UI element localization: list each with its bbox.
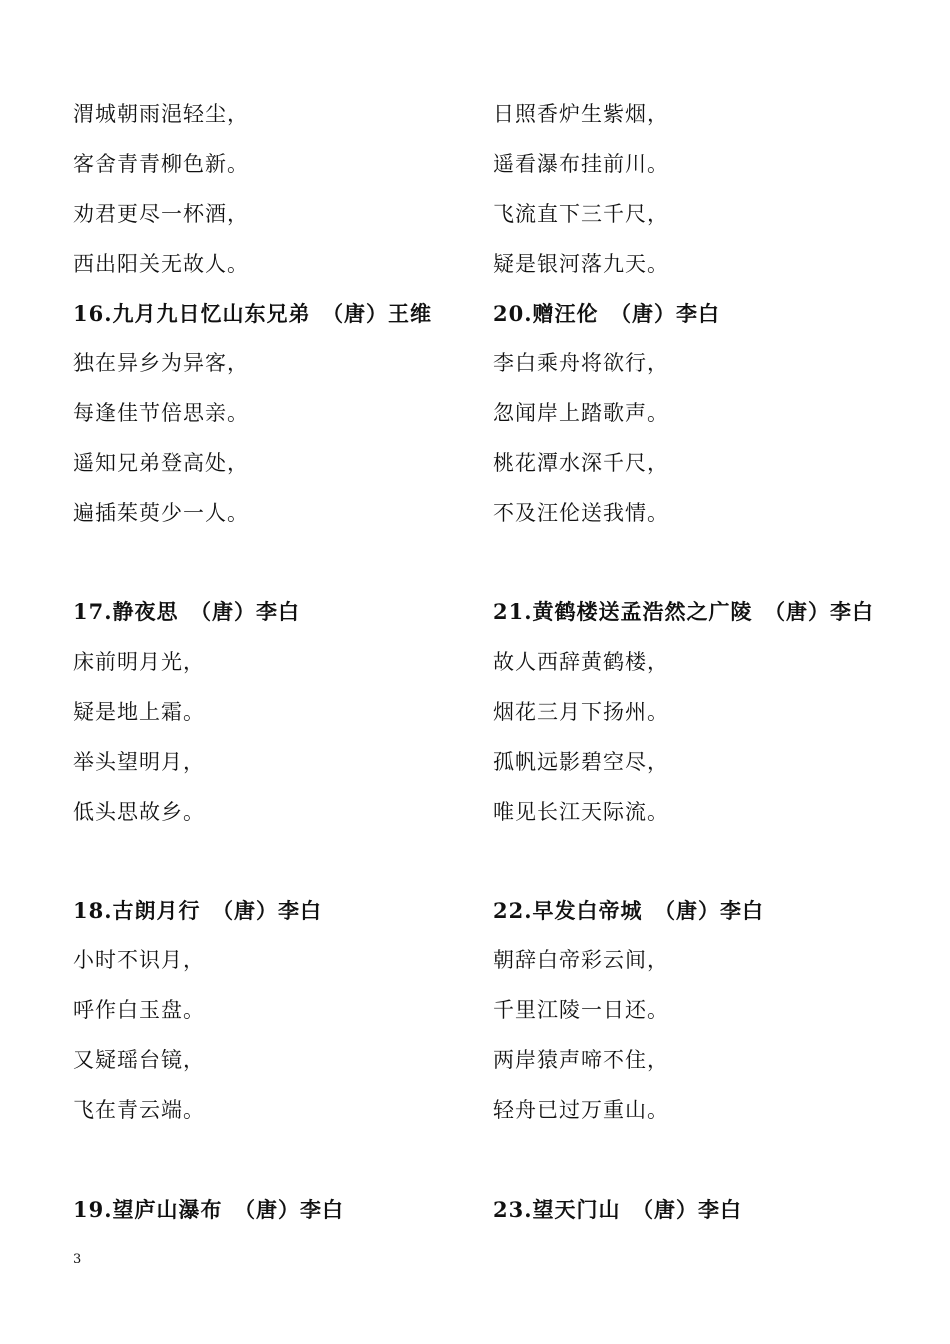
poem-line: 渭城朝雨浥轻尘， [73,102,249,126]
poem-line: 千里江陵一日还。 [493,998,669,1022]
poem-line: 忽闻岸上踏歌声。 [493,401,669,425]
poem-line: 飞在青云端。 [73,1098,205,1122]
poem-line: 遍插茱萸少一人。 [73,501,249,525]
poem-line: 西出阳关无故人。 [73,252,249,276]
poem-line: 举头望明月， [73,750,205,774]
poem-title: 21.黄鹤楼送孟浩然之广陵 （唐）李白 [493,599,875,624]
poem-line: 桃花潭水深千尺， [493,451,669,475]
poem-line: 日照香炉生紫烟， [493,102,669,126]
poem-line: 故人西辞黄鹤楼， [493,650,669,674]
poem-line: 朝辞白帝彩云间， [493,948,669,972]
poem-title: 19.望庐山瀑布 （唐）李白 [73,1197,345,1222]
poem-line: 床前明月光， [73,650,205,674]
poem-title: 16.九月九日忆山东兄弟 （唐）王维 [73,301,433,326]
poem-line: 唯见长江天际流。 [493,800,669,824]
poem-line: 呼作白玉盘。 [73,998,205,1022]
poem-title: 23.望天门山 （唐）李白 [493,1197,743,1222]
poem-line: 独在异乡为异客， [73,351,249,375]
poem-title: 20.赠汪伦 （唐）李白 [493,301,721,326]
poem-line: 不及汪伦送我情。 [493,501,669,525]
poem-line: 小时不识月， [73,948,205,972]
poem-line: 遥看瀑布挂前川。 [493,152,669,176]
page-number: 3 [73,1252,82,1267]
poem-line: 劝君更尽一杯酒， [73,202,249,226]
poem-title: 17.静夜思 （唐）李白 [73,599,301,624]
poem-title: 22.早发白帝城 （唐）李白 [493,898,765,923]
poem-line: 孤帆远影碧空尽， [493,750,669,774]
poem-line: 客舍青青柳色新。 [73,152,249,176]
poem-title: 18.古朗月行 （唐）李白 [73,898,323,923]
poem-line: 飞流直下三千尺， [493,202,669,226]
poem-line: 烟花三月下扬州。 [493,700,669,724]
poem-line: 遥知兄弟登高处， [73,451,249,475]
poem-line: 疑是银河落九天。 [493,252,669,276]
poem-line: 轻舟已过万重山。 [493,1098,669,1122]
poem-line: 每逢佳节倍思亲。 [73,401,249,425]
poem-line: 低头思故乡。 [73,800,205,824]
poem-line: 李白乘舟将欲行， [493,351,669,375]
poem-line: 疑是地上霜。 [73,700,205,724]
poem-line: 两岸猿声啼不住， [493,1048,669,1072]
poem-line: 又疑瑶台镜， [73,1048,205,1072]
